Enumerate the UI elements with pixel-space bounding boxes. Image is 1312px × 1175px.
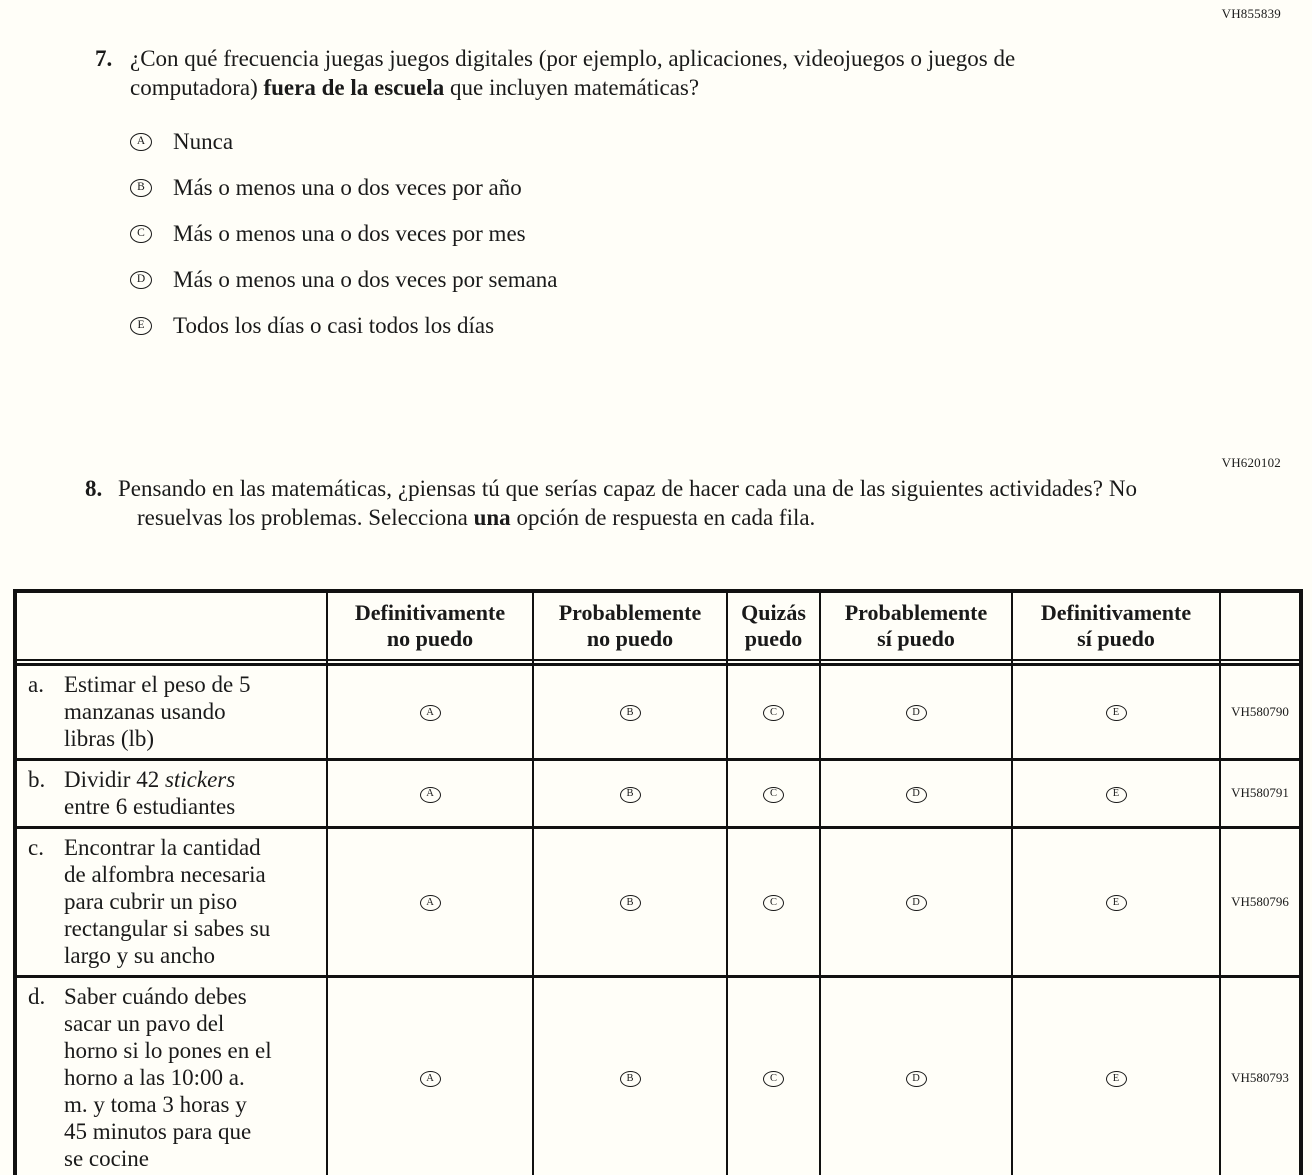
question8-number: 8. [85,476,103,501]
answer-bubble-d[interactable]: D [906,787,927,803]
option-bubble-b[interactable]: B [130,179,152,197]
row-code: VH580790 [1220,664,1301,759]
answer-bubble-c[interactable]: C [763,705,784,721]
answer-bubble-c[interactable]: C [763,895,784,911]
question8-accession-code: VH620102 [1221,455,1281,470]
row-letter: c. [28,834,44,860]
question-8 [85,474,1137,532]
question7-accession-code: VH855839 [1221,6,1281,21]
row-label-d [15,976,327,1175]
answer-bubble-c[interactable]: C [763,787,784,803]
row-text: Encontrar la cantidad de alfombra necesaria para cubrir un piso rectangular si sabes su largo y su ancho [64,834,271,968]
column-header-definitivamente-no: Definitivamente no puedo [327,591,533,660]
answer-bubble-b[interactable]: B [620,787,641,803]
answer-bubble-a[interactable]: A [420,787,441,803]
question8-matrix-table-wrap [13,589,1303,1175]
answer-bubble-b[interactable]: B [620,1071,641,1087]
table-row-b [15,759,1301,827]
option-label-d: Más o menos una o dos veces por semana [173,267,558,292]
option-label-e: Todos los días o casi todos los días [173,313,495,338]
answer-bubble-d[interactable]: D [906,705,927,721]
table-row-d [15,976,1301,1175]
answer-bubble-c[interactable]: C [763,1071,784,1087]
option-row-e [130,311,558,340]
answer-bubble-e[interactable]: E [1106,787,1127,803]
answer-bubble-b[interactable]: B [620,895,641,911]
column-header-probablemente-no: Probablemente no puedo [533,591,727,660]
answer-bubble-d[interactable]: D [906,1071,927,1087]
row-code: VH580796 [1220,827,1301,976]
row-text: Dividir 42 stickers entre 6 estudiantes [64,766,236,819]
row-letter: d. [28,983,46,1009]
question7-text: ¿Con qué frecuencia juegas juegos digitales (por ejemplo, aplicaciones, videojuegos o juegos de computadora) fuera de la escuela que incluyen matemáticas? [130,46,1016,100]
option-label-a: Nunca [173,129,234,154]
question-7 [95,44,1080,102]
question8-bold-word: una [473,505,511,530]
option-bubble-e[interactable]: E [130,317,152,335]
question7-options [130,127,558,357]
answer-bubble-a[interactable]: A [420,895,441,911]
option-bubble-d[interactable]: D [130,271,152,289]
row-code: VH580791 [1220,759,1301,827]
table-row-a [15,664,1301,759]
row-label-b [15,759,327,827]
option-row-c [130,219,558,248]
answer-bubble-e[interactable]: E [1106,705,1127,721]
answer-bubble-d[interactable]: D [906,895,927,911]
option-label-c: Más o menos una o dos veces por mes [173,221,526,246]
option-row-d [130,265,558,294]
answer-bubble-e[interactable]: E [1106,1071,1127,1087]
option-row-a [130,127,558,156]
empty-header-cell [15,591,327,660]
row-label-a [15,664,327,759]
table-row-c [15,827,1301,976]
question8-text: Pensando en las matemáticas, ¿piensas tú que serías capaz de hacer cada una de las siguientes actividades? No resuelvas los problemas. Selecciona una opción de respuesta en cada fila. [118,476,1137,530]
question8-matrix-table [13,589,1303,1175]
question7-bold-phrase: fuera de la escuela [263,75,445,100]
row-letter: a. [28,671,44,697]
option-row-b [130,173,558,202]
option-bubble-c[interactable]: C [130,225,152,243]
row-label-c [15,827,327,976]
answer-bubble-a[interactable]: A [420,1071,441,1087]
answer-bubble-b[interactable]: B [620,705,641,721]
header-row [15,591,1301,660]
option-bubble-a[interactable]: A [130,133,152,151]
question7-number: 7. [95,46,113,71]
column-header-quizas: Quizás puedo [727,591,820,660]
answer-bubble-e[interactable]: E [1106,895,1127,911]
row-text: Estimar el peso de 5 manzanas usando libras (lb) [64,671,251,751]
answer-bubble-a[interactable]: A [420,705,441,721]
row-code: VH580793 [1220,976,1301,1175]
option-label-b: Más o menos una o dos veces por año [173,175,522,200]
row-text: Saber cuándo debes sacar un pavo del horno si lo pones en el horno a las 10:00 a. m. y toma 3 horas y 45 minutos para que se cocine [64,983,272,1171]
column-header-definitivamente-si: Definitivamente sí puedo [1012,591,1220,660]
row-letter: b. [28,766,46,792]
code-column-header [1220,591,1301,660]
column-header-probablemente-si: Probablemente sí puedo [820,591,1012,660]
